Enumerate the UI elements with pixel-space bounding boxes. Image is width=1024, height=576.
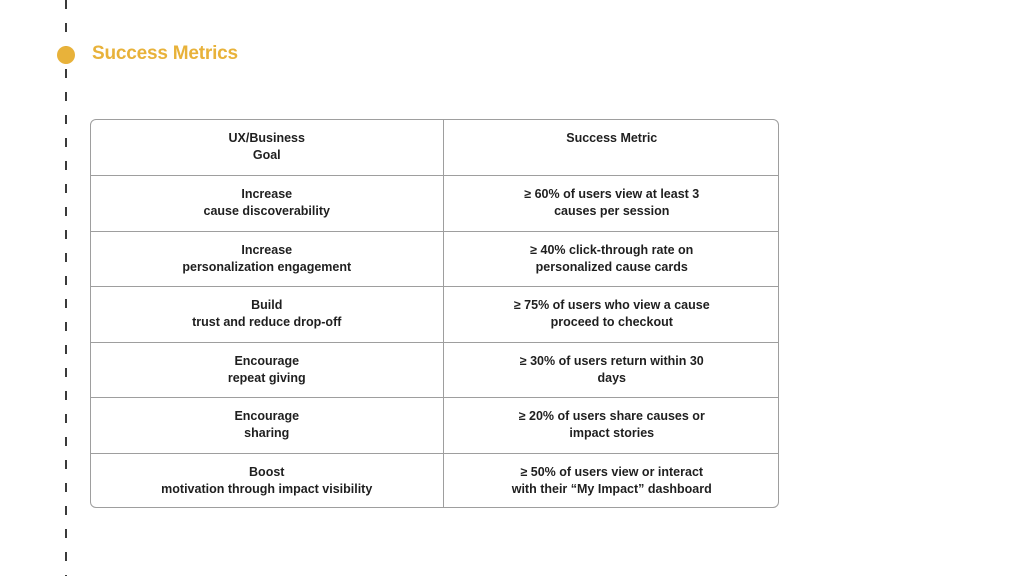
table-row [91,342,779,398]
table-row [91,398,779,454]
section-title: Success Metrics [92,43,238,64]
metric-cell: ≥ 75% of users who view a cause proceed to checkout [443,287,779,343]
goal-cell: Build trust and reduce drop-off [91,287,443,343]
goal-cell: Increase cause discoverability [91,176,443,232]
table-header-row [91,120,779,176]
metric-cell: ≥ 50% of users view or interact with their “My Impact” dashboard [511,464,712,496]
goal-cell: Increase personalization engagement [91,231,443,287]
table-row [91,287,779,343]
table-row [91,453,779,508]
metric-cell: ≥ 40% click-through rate on personalized cause cards [443,231,779,287]
goal-cell: Encourage sharing [91,398,443,454]
metric-cell: ≥ 60% of users view at least 3 causes per session [443,176,779,232]
timeline-dashed-line [65,0,67,576]
goal-cell: Encourage repeat giving [91,342,443,398]
table-row [91,231,779,287]
header-metric: Success Metric [443,120,779,176]
timeline-dot-icon [57,46,75,64]
table-row [91,176,779,232]
metric-cell: ≥ 30% of users return within 30 days [443,342,779,398]
success-metrics-table [90,119,779,508]
metric-cell: ≥ 20% of users share causes or impact stories [443,398,779,454]
goal-cell: Boost motivation through impact visibility [91,453,443,508]
header-goal: UX/Business Goal [91,120,443,176]
